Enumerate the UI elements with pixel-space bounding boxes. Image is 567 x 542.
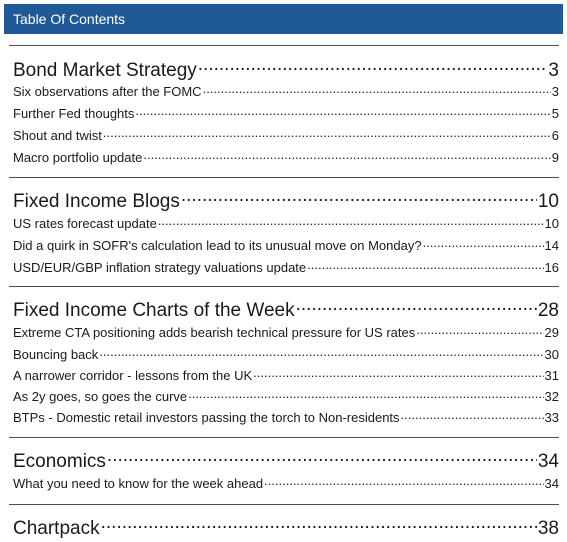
toc-section-title: Bond Market Strategy [13, 60, 197, 81]
toc-entry-page: 16 [544, 260, 559, 275]
toc-section-heading[interactable] [13, 294, 559, 322]
dot-leader [264, 473, 543, 488]
dot-leader [416, 322, 543, 337]
dot-leader [198, 54, 548, 76]
dot-leader [107, 445, 537, 467]
toc-section-heading[interactable] [13, 185, 559, 213]
toc-entry-page: 9 [551, 150, 559, 165]
toc-section-bond-market-strategy [9, 45, 559, 166]
toc-entry-title: Macro portfolio update [13, 150, 143, 165]
toc-entry-title: A narrower corridor - lessons from the UK [13, 368, 253, 383]
toc-entry[interactable] [13, 125, 559, 143]
toc-entry-page: 32 [544, 389, 559, 404]
toc-section-title: Economics [13, 451, 106, 472]
toc-section-economics [9, 437, 559, 498]
toc-section-title: Chartpack [13, 518, 100, 539]
dot-leader [253, 365, 543, 380]
toc-entry-page: 10 [544, 216, 559, 231]
toc-section-title: Fixed Income Charts of the Week [13, 300, 295, 321]
toc-header-bar [4, 4, 563, 34]
toc-entry-title: BTPs - Domestic retail investors passing the torch to Non-residents [13, 410, 400, 425]
toc-entry[interactable] [13, 257, 559, 275]
toc-section-title: Fixed Income Blogs [13, 191, 180, 212]
toc-section-fixed-income-blogs [9, 177, 559, 276]
toc-entry-page: 30 [544, 347, 559, 362]
dot-leader [143, 147, 550, 162]
toc-entry[interactable] [13, 473, 559, 491]
toc-section-page: 10 [537, 191, 559, 212]
toc-entry-title: Extreme CTA positioning adds bearish technical pressure for US rates [13, 325, 415, 340]
toc-section-heading[interactable] [13, 512, 559, 540]
toc-entry-page: 3 [551, 84, 559, 99]
toc-entry-title: Shout and twist [13, 128, 102, 143]
toc-entry-page: 6 [551, 128, 559, 143]
toc-section-page: 34 [537, 451, 559, 472]
toc-entry-title: USD/EUR/GBP inflation strategy valuations update [13, 260, 307, 275]
toc-entry[interactable] [13, 386, 559, 404]
toc-entry[interactable] [13, 81, 559, 99]
dot-leader [99, 344, 543, 359]
dot-leader [307, 257, 543, 272]
toc-entry-page: 5 [551, 106, 559, 121]
toc-entry[interactable] [13, 213, 559, 231]
toc-entry-page: 14 [544, 238, 559, 253]
dot-leader [158, 213, 544, 228]
toc-section-page: 3 [548, 60, 559, 81]
toc-entry-page: 29 [544, 325, 559, 340]
dot-leader [181, 185, 537, 207]
toc-entry[interactable] [13, 322, 559, 340]
dot-leader [188, 386, 543, 401]
dot-leader [103, 125, 551, 140]
toc-entry[interactable] [13, 103, 559, 121]
toc-entry-title: What you need to know for the week ahead [13, 476, 264, 491]
toc-entry-title: As 2y goes, so goes the curve [13, 389, 188, 404]
dot-leader [101, 512, 537, 534]
toc-entry[interactable] [13, 365, 559, 383]
toc-entry[interactable] [13, 407, 559, 425]
toc-section-heading[interactable] [13, 54, 559, 82]
dot-leader [203, 81, 551, 96]
dot-leader [423, 235, 544, 250]
toc-entry[interactable] [13, 147, 559, 165]
toc-section-page: 28 [537, 300, 559, 321]
toc-entry[interactable] [13, 344, 559, 362]
dot-leader [296, 294, 537, 316]
toc-section-heading[interactable] [13, 445, 559, 473]
dot-leader [401, 407, 544, 422]
toc-entry-title: Further Fed thoughts [13, 106, 134, 121]
toc-section-page: 38 [537, 518, 559, 539]
toc-section-chartpack [9, 504, 559, 541]
toc-section-fixed-income-charts [9, 286, 559, 427]
toc-entry-page: 31 [544, 368, 559, 383]
toc-header-title: Table Of Contents [13, 11, 126, 27]
toc-entry-title: Six observations after the FOMC [13, 84, 202, 99]
toc-entry-page: 33 [544, 410, 559, 425]
toc-entry-title: Did a quirk in SOFR's calculation lead to its unusual move on Monday? [13, 238, 422, 253]
toc-entry-title: Bouncing back [13, 347, 99, 362]
toc-entry-page: 34 [544, 476, 559, 491]
dot-leader [135, 103, 550, 118]
toc-entry-title: US rates forecast update [13, 216, 157, 231]
toc-entry[interactable] [13, 235, 559, 253]
